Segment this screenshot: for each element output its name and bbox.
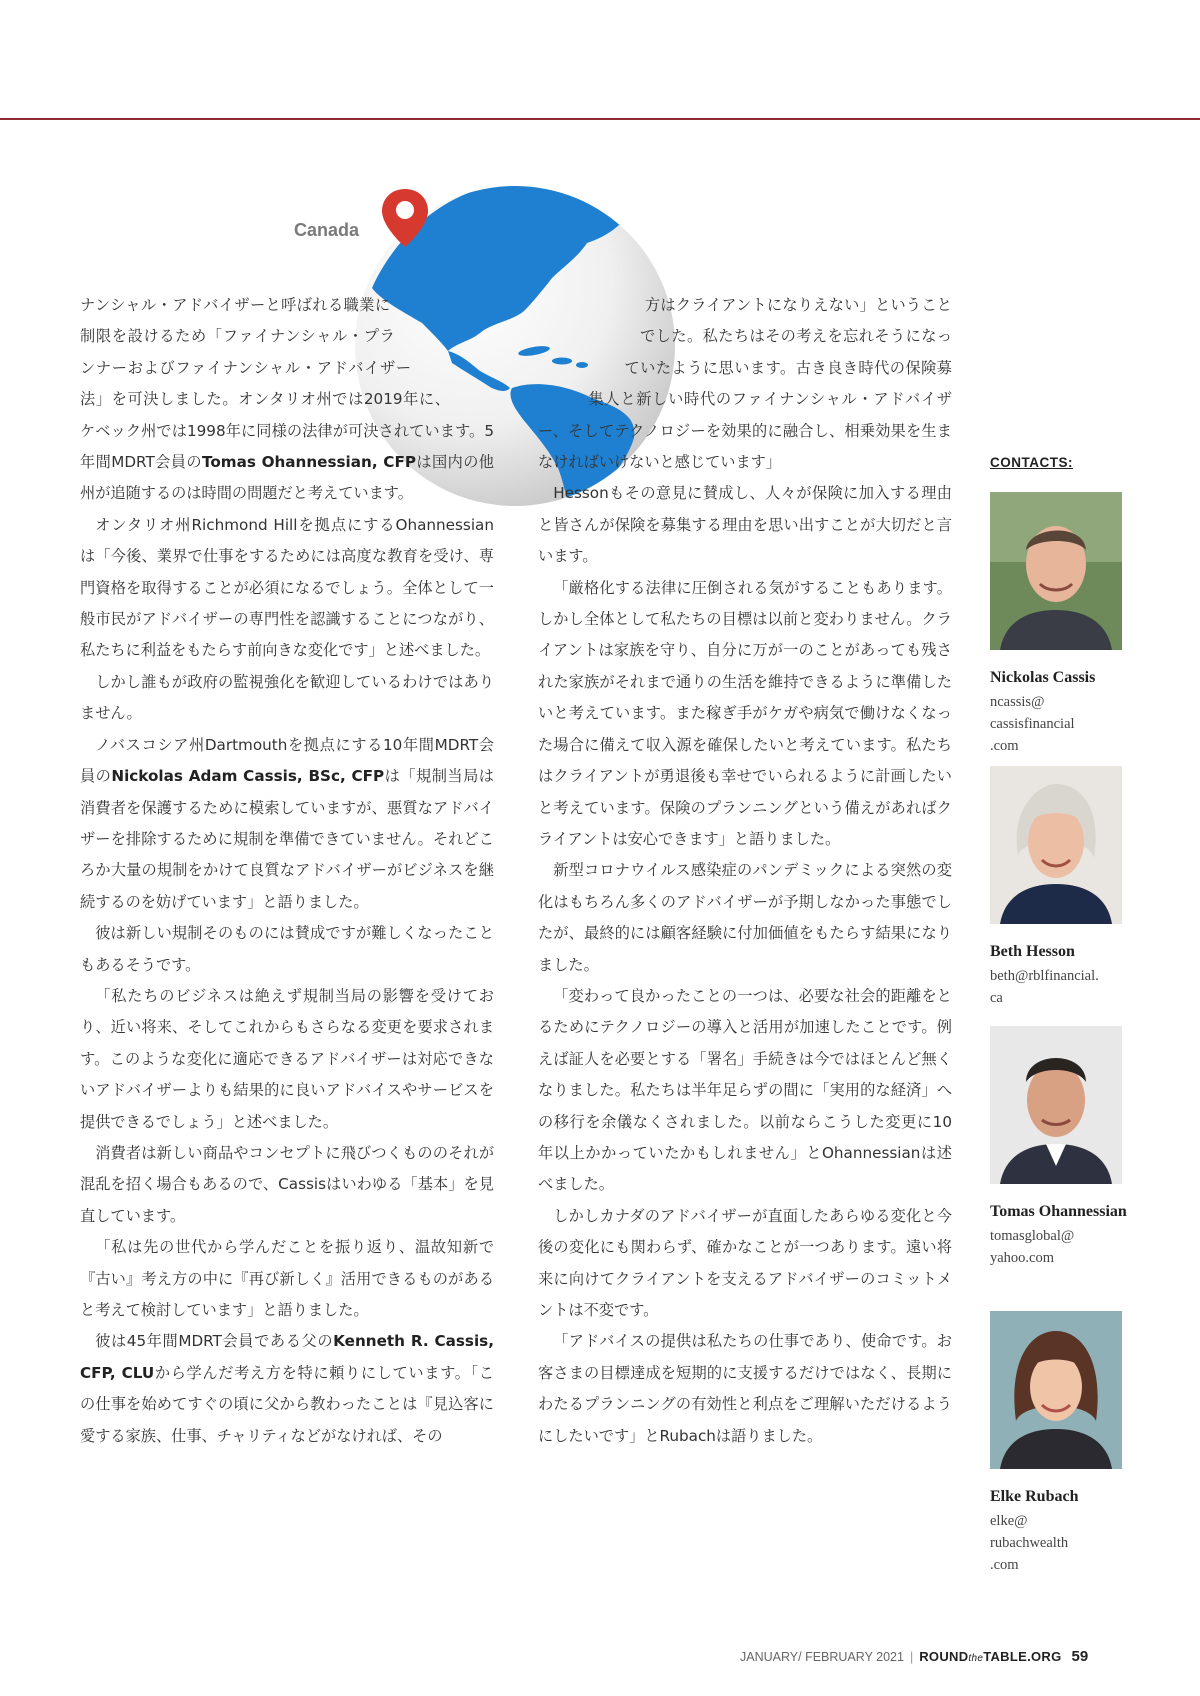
contact-card — [990, 1026, 1130, 1269]
paragraph: ナンシャル・アドバイザーと呼ばれる職業に制限を設けるため「ファイナンシャル・プランナーおよびファイナンシャル・アドバイザー法」を可決しました。オンタリオ州では2019年に、ケベック州では1998年に同様の法律が可決されています。5年間MDRT会員のTomas Ohannessian, CFPは国内の他州が追随するのは時間の問題だと考えています。 — [80, 296, 494, 503]
brand-name: ROUNDtheTABLE.ORG — [919, 1649, 1062, 1664]
contact-name: Beth Hesson — [990, 943, 1075, 960]
contact-photo — [990, 1311, 1122, 1469]
page-number: 59 — [1071, 1648, 1089, 1665]
paragraph: しかしカナダのアドバイザーが直面したあらゆる変化と今後の変化にも関わらず、確かなことが一つあります。遠い将来に向けてクライアントを支えるアドバイザーのコミットメントは不変です。 — [538, 1206, 952, 1319]
contact-name: Tomas Ohannessian — [990, 1203, 1127, 1220]
contact-name: Elke Rubach — [990, 1488, 1079, 1505]
contact-photo — [990, 492, 1122, 650]
paragraph: 「厳格化する法律に圧倒される気がすることもあります。しかし全体として私たちの目標は以前と変わりません。クライアントは家族を守り、自分に万が一のことがあっても残された家族がそれまで通りの生活を維持できるように準備したいと考えています。また稼ぎ手がケガや病気で働けなくなった場合に備えて収入源を確保したいと考えています。私たちはクライアントが勇退後も幸せでいられるように計画したいと考えています。保険のプランニングという備えがあればクライアントは安心できます」と語りました。 — [538, 578, 952, 848]
paragraph: しかし誰もが政府の監視強化を歓迎しているわけではありません。 — [80, 672, 494, 723]
paragraph: 彼は45年間MDRT会員である父のKenneth R. Cassis, CFP, CLUから学んだ考え方を特に頼りにしています。「この仕事を始めてすぐの頃に父から教わったことは『見込客に愛する家族、仕事、チャリティなどがなければ、その — [80, 1332, 494, 1445]
contact-card — [990, 492, 1130, 757]
top-rule — [0, 118, 1200, 120]
contacts-heading: CONTACTS: — [990, 455, 1073, 470]
paragraph: 彼は新しい規制そのものには賛成ですが難しくなったこともあるそうです。 — [80, 924, 494, 974]
contact-email[interactable]: beth@rblfinancial. ca — [990, 968, 1099, 1006]
contact-name: Nickolas Cassis — [990, 669, 1096, 686]
contact-card — [990, 1311, 1130, 1576]
paragraph: ノバスコシア州Dartmouthを拠点にする10年間MDRT会員のNickolas Adam Cassis, BSc, CFPは「規制当局は消費者を保護するために模索していますが、悪質なアドバイザーを排除するために規制を準備できていません。それどころか大量の規制をかけて良質なアドバイザーがビジネスを継続するのを妨げています」と語りました。 — [80, 735, 494, 911]
paragraph: 「私は先の世代から学んだことを振り返り、温故知新で『古い』考え方の中に『再び新しく』活用できるものがあると考えて検討しています」と語りました。 — [80, 1238, 494, 1319]
map-label: Canada — [294, 220, 360, 240]
paragraph: 「私たちのビジネスは絶えず規制当局の影響を受けており、近い将来、そしてこれからもさらなる変更を要求されます。このような変化に適応できるアドバイザーは対応できないアドバイザーよりも結果的に良いアドバイスやサービスを提供できるでしょう」と述べました。 — [80, 986, 494, 1131]
paragraph: 方はクライアントになりえない」ということでした。私たちはその考えを忘れそうになっていたように思います。古き良き時代の保険募集人と新しい時代のファイナンシャル・アドバイザー、そしてテクノロジーを効果的に融合し、相乗効果を生まなければいけないと感じています」 — [538, 296, 952, 472]
right-column — [538, 290, 952, 1452]
paragraph: オンタリオ州Richmond Hillを拠点にするOhannessianは「今後、業界で仕事をするためには高度な教育を受け、専門資格を取得することが必須になるでしょう。全体として一般市民がアドバイザーの専門性を認識することにつながり、私たちに利益をもたらす前向きな変化です」と述べました。 — [80, 515, 494, 660]
paragraph: 「変わって良かったことの一つは、必要な社会的距離をとるためにテクノロジーの導入と活用が加速したことです。例えば証人を必要とする「署名」手続きは今ではほとんど無くなりました。私たちは半年足らずの間に「実用的な経済」への移行を余儀なくされました。以前ならこうした変更に10年以上かかっていたかもしれません」とOhannessianは述べました。 — [538, 986, 952, 1194]
paragraph: 消費者は新しい商品やコンセプトに飛びつくもののそれが混乱を招く場合もあるので、Cassisはいわゆる「基本」を見直しています。 — [80, 1143, 494, 1225]
contact-photo — [990, 1026, 1122, 1184]
contact-photo — [990, 766, 1122, 924]
issue-date: JANUARY/ FEBRUARY 2021 — [740, 1650, 904, 1664]
paragraph: 「アドバイスの提供は私たちの仕事であり、使命です。お客さまの目標達成を短期的に支援するだけではなく、長期にわたるプランニングの有効性と利点をご理解いただけるようにしたいです」とRubachは語りました。 — [538, 1332, 952, 1445]
paragraph: 新型コロナウイルス感染症のパンデミックによる突然の変化はもちろん多くのアドバイザーが予期しなかった事態でしたが、最終的には顧客経験に付加価値をもたらす結果になりました。 — [538, 861, 952, 974]
page-footer: JANUARY/ FEBRUARY 2021 | ROUNDtheTABLE.ORG 59 — [740, 1648, 1089, 1665]
paragraph: Hessonもその意見に賛成し、人々が保険に加入する理由と皆さんが保険を募集する理由を思い出すことが大切だと言います。 — [538, 484, 952, 566]
left-column — [80, 290, 494, 1452]
contact-card — [990, 766, 1130, 1009]
contact-email[interactable]: elke@ rubachwealth .com — [990, 1513, 1069, 1573]
contact-email[interactable]: tomasglobal@ yahoo.com — [990, 1228, 1075, 1266]
contact-email[interactable]: ncassis@ cassisfinancial .com — [990, 694, 1075, 754]
